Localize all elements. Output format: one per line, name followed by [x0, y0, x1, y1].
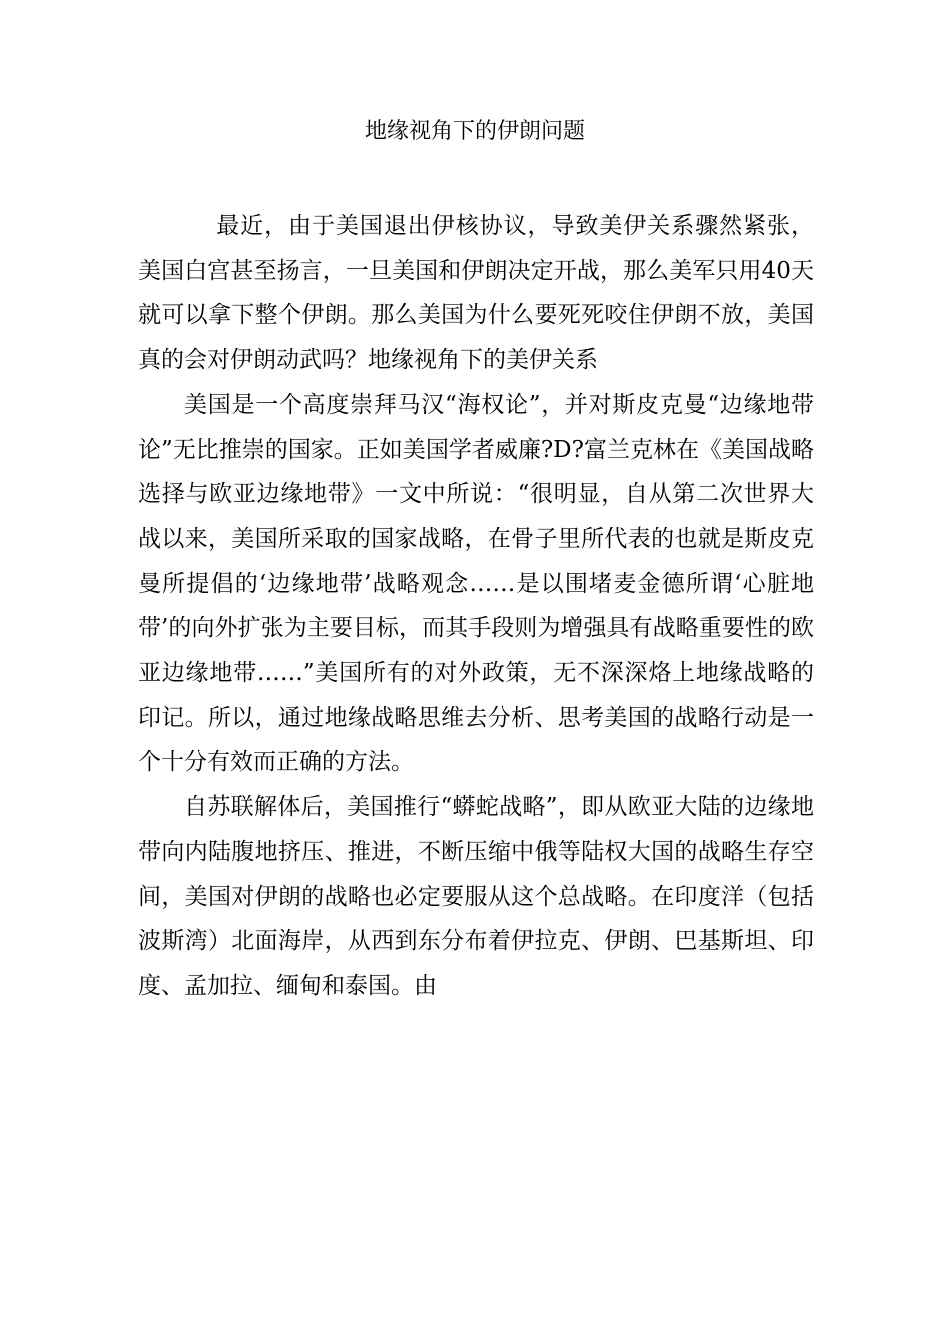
- paragraph-3: 自苏联解体后，美国推行“蟒蛇战略”，即从欧亚大陆的边缘地带向内陆腹地挤压、推进，不断压缩中俄等陆权大国的战略生存空间，美国对伊朗的战略也必定要服从这个总战略。在印度洋（包括波斯湾）北面海岸，从西到东分布着伊拉克、伊朗、巴基斯坦、印度、孟加拉、缅甸和泰国。由: [138, 794, 814, 999]
- paragraph-1: 最近，由于美国退出伊核协议，导致美伊关系骤然紧张，美国白宫甚至扬言，一旦美国和伊朗决定开战，那么美军只用40天就可以拿下整个伊朗。那么美国为什么要死死咬住伊朗不放，美国真的会对伊朗动武吗？地缘视角下的美伊关系: [138, 213, 814, 374]
- paragraph-2: 美国是一个高度崇拜马汉“海权论”，并对斯皮克曼“边缘地带论”无比推崇的国家。正如美国学者威廉?D?富兰克林在《美国战略选择与欧亚边缘地带》一文中所说：“很明显，自从第二次世界大战以来，美国所采取的国家战略，在骨子里所代表的也就是斯皮克曼所提倡的‘边缘地带’战略观念……是以围堵麦金德所谓‘心脏地带’的向外扩张为主要目标，而其手段则为增强具有战略重要性的欧亚边缘地带……”美国所有的对外政策，无不深深烙上地缘战略的印记。所以，通过地缘战略思维去分析、思考美国的战略行动是一个十分有效而正确的方法。: [138, 391, 814, 776]
- document-body: [138, 204, 814, 1009]
- document-title: 地缘视角下的伊朗问题: [364, 119, 585, 144]
